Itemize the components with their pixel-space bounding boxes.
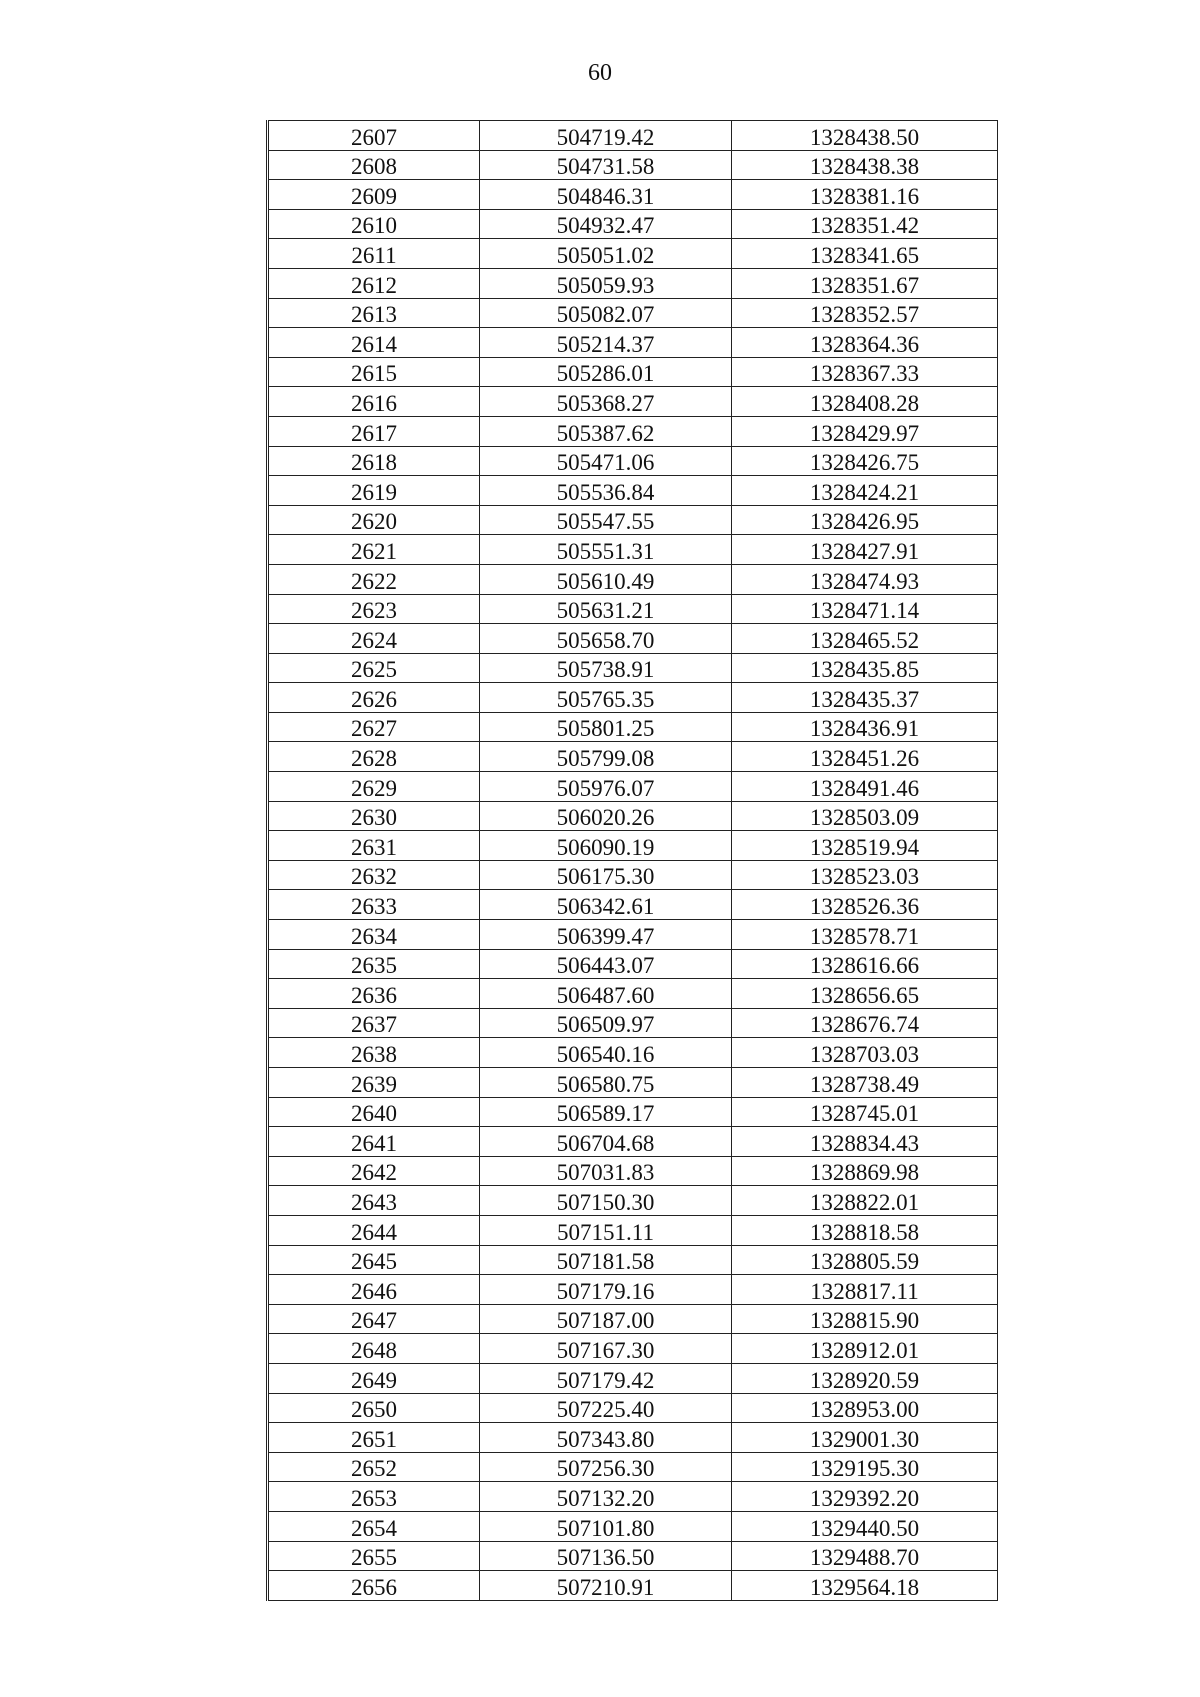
x-coordinate-cell: 507167.30 bbox=[480, 1334, 732, 1364]
y-coordinate-cell: 1328578.71 bbox=[732, 920, 998, 950]
table-row bbox=[268, 1097, 998, 1127]
x-coordinate-cell: 505551.31 bbox=[480, 535, 732, 565]
y-coordinate-cell: 1328471.14 bbox=[732, 594, 998, 624]
x-coordinate-cell: 505214.37 bbox=[480, 328, 732, 358]
y-coordinate-cell: 1328503.09 bbox=[732, 801, 998, 831]
point-number-cell: 2622 bbox=[268, 564, 480, 594]
table-row bbox=[268, 1215, 998, 1245]
point-number-cell: 2641 bbox=[268, 1127, 480, 1157]
table-row bbox=[268, 1393, 998, 1423]
y-coordinate-cell: 1328351.42 bbox=[732, 209, 998, 239]
point-number-cell: 2653 bbox=[268, 1482, 480, 1512]
x-coordinate-cell: 506589.17 bbox=[480, 1097, 732, 1127]
x-coordinate-cell: 505547.55 bbox=[480, 505, 732, 535]
y-coordinate-cell: 1328519.94 bbox=[732, 831, 998, 861]
x-coordinate-cell: 504932.47 bbox=[480, 209, 732, 239]
x-coordinate-cell: 505799.08 bbox=[480, 742, 732, 772]
table-row bbox=[268, 1363, 998, 1393]
x-coordinate-cell: 505765.35 bbox=[480, 683, 732, 713]
table-row bbox=[268, 949, 998, 979]
x-coordinate-cell: 506342.61 bbox=[480, 890, 732, 920]
y-coordinate-cell: 1328817.11 bbox=[732, 1275, 998, 1305]
point-number-cell: 2619 bbox=[268, 476, 480, 506]
table-row bbox=[268, 594, 998, 624]
point-number-cell: 2621 bbox=[268, 535, 480, 565]
y-coordinate-cell: 1328738.49 bbox=[732, 1068, 998, 1098]
x-coordinate-cell: 506487.60 bbox=[480, 979, 732, 1009]
y-coordinate-cell: 1328523.03 bbox=[732, 860, 998, 890]
coordinate-table bbox=[266, 120, 998, 1601]
table-row bbox=[268, 535, 998, 565]
table-row bbox=[268, 1482, 998, 1512]
point-number-cell: 2647 bbox=[268, 1304, 480, 1334]
x-coordinate-cell: 507181.58 bbox=[480, 1245, 732, 1275]
table-row bbox=[268, 1127, 998, 1157]
x-coordinate-cell: 507150.30 bbox=[480, 1186, 732, 1216]
y-coordinate-cell: 1328491.46 bbox=[732, 772, 998, 802]
table-row bbox=[268, 121, 998, 151]
table-row bbox=[268, 920, 998, 950]
y-coordinate-cell: 1328438.38 bbox=[732, 150, 998, 180]
x-coordinate-cell: 506090.19 bbox=[480, 831, 732, 861]
point-number-cell: 2609 bbox=[268, 180, 480, 210]
table-row bbox=[268, 1423, 998, 1453]
x-coordinate-cell: 507031.83 bbox=[480, 1156, 732, 1186]
table-row bbox=[268, 180, 998, 210]
x-coordinate-cell: 506020.26 bbox=[480, 801, 732, 831]
table-row bbox=[268, 1008, 998, 1038]
y-coordinate-cell: 1328616.66 bbox=[732, 949, 998, 979]
point-number-cell: 2613 bbox=[268, 298, 480, 328]
point-number-cell: 2642 bbox=[268, 1156, 480, 1186]
table-row bbox=[268, 890, 998, 920]
y-coordinate-cell: 1328451.26 bbox=[732, 742, 998, 772]
x-coordinate-cell: 505536.84 bbox=[480, 476, 732, 506]
table-row bbox=[268, 446, 998, 476]
point-number-cell: 2626 bbox=[268, 683, 480, 713]
table-row bbox=[268, 742, 998, 772]
point-number-cell: 2655 bbox=[268, 1541, 480, 1571]
y-coordinate-cell: 1328367.33 bbox=[732, 357, 998, 387]
point-number-cell: 2625 bbox=[268, 653, 480, 683]
x-coordinate-cell: 505051.02 bbox=[480, 239, 732, 269]
x-coordinate-cell: 505976.07 bbox=[480, 772, 732, 802]
coordinate-table-body bbox=[268, 121, 998, 1601]
x-coordinate-cell: 507179.16 bbox=[480, 1275, 732, 1305]
y-coordinate-cell: 1329001.30 bbox=[732, 1423, 998, 1453]
x-coordinate-cell: 505610.49 bbox=[480, 564, 732, 594]
point-number-cell: 2636 bbox=[268, 979, 480, 1009]
table-row bbox=[268, 1571, 998, 1601]
table-row bbox=[268, 1452, 998, 1482]
y-coordinate-cell: 1328676.74 bbox=[732, 1008, 998, 1038]
point-number-cell: 2637 bbox=[268, 1008, 480, 1038]
y-coordinate-cell: 1328465.52 bbox=[732, 624, 998, 654]
y-coordinate-cell: 1328426.95 bbox=[732, 505, 998, 535]
y-coordinate-cell: 1328912.01 bbox=[732, 1334, 998, 1364]
x-coordinate-cell: 505631.21 bbox=[480, 594, 732, 624]
page-number: 60 bbox=[588, 60, 612, 86]
x-coordinate-cell: 505368.27 bbox=[480, 387, 732, 417]
point-number-cell: 2631 bbox=[268, 831, 480, 861]
y-coordinate-cell: 1328436.91 bbox=[732, 712, 998, 742]
table-row bbox=[268, 772, 998, 802]
point-number-cell: 2651 bbox=[268, 1423, 480, 1453]
point-number-cell: 2640 bbox=[268, 1097, 480, 1127]
x-coordinate-cell: 507151.11 bbox=[480, 1215, 732, 1245]
point-number-cell: 2608 bbox=[268, 150, 480, 180]
y-coordinate-cell: 1328438.50 bbox=[732, 121, 998, 151]
point-number-cell: 2634 bbox=[268, 920, 480, 950]
table-row bbox=[268, 268, 998, 298]
table-row bbox=[268, 1511, 998, 1541]
table-row bbox=[268, 564, 998, 594]
point-number-cell: 2607 bbox=[268, 121, 480, 151]
point-number-cell: 2644 bbox=[268, 1215, 480, 1245]
point-number-cell: 2615 bbox=[268, 357, 480, 387]
x-coordinate-cell: 507132.20 bbox=[480, 1482, 732, 1512]
y-coordinate-cell: 1328869.98 bbox=[732, 1156, 998, 1186]
y-coordinate-cell: 1328818.58 bbox=[732, 1215, 998, 1245]
point-number-cell: 2633 bbox=[268, 890, 480, 920]
point-number-cell: 2652 bbox=[268, 1452, 480, 1482]
y-coordinate-cell: 1328408.28 bbox=[732, 387, 998, 417]
table-row bbox=[268, 1186, 998, 1216]
y-coordinate-cell: 1329392.20 bbox=[732, 1482, 998, 1512]
table-row bbox=[268, 416, 998, 446]
y-coordinate-cell: 1328526.36 bbox=[732, 890, 998, 920]
point-number-cell: 2648 bbox=[268, 1334, 480, 1364]
point-number-cell: 2650 bbox=[268, 1393, 480, 1423]
point-number-cell: 2612 bbox=[268, 268, 480, 298]
y-coordinate-cell: 1328474.93 bbox=[732, 564, 998, 594]
table-row bbox=[268, 328, 998, 358]
point-number-cell: 2624 bbox=[268, 624, 480, 654]
table-row bbox=[268, 1541, 998, 1571]
table-row bbox=[268, 712, 998, 742]
table-row bbox=[268, 1334, 998, 1364]
point-number-cell: 2645 bbox=[268, 1245, 480, 1275]
x-coordinate-cell: 505082.07 bbox=[480, 298, 732, 328]
point-number-cell: 2617 bbox=[268, 416, 480, 446]
y-coordinate-cell: 1328920.59 bbox=[732, 1363, 998, 1393]
point-number-cell: 2618 bbox=[268, 446, 480, 476]
y-coordinate-cell: 1328381.16 bbox=[732, 180, 998, 210]
table-row bbox=[268, 298, 998, 328]
x-coordinate-cell: 505801.25 bbox=[480, 712, 732, 742]
point-number-cell: 2630 bbox=[268, 801, 480, 831]
y-coordinate-cell: 1329488.70 bbox=[732, 1541, 998, 1571]
x-coordinate-cell: 507256.30 bbox=[480, 1452, 732, 1482]
y-coordinate-cell: 1329195.30 bbox=[732, 1452, 998, 1482]
point-number-cell: 2616 bbox=[268, 387, 480, 417]
x-coordinate-cell: 504719.42 bbox=[480, 121, 732, 151]
y-coordinate-cell: 1328822.01 bbox=[732, 1186, 998, 1216]
y-coordinate-cell: 1328426.75 bbox=[732, 446, 998, 476]
point-number-cell: 2639 bbox=[268, 1068, 480, 1098]
point-number-cell: 2646 bbox=[268, 1275, 480, 1305]
point-number-cell: 2620 bbox=[268, 505, 480, 535]
x-coordinate-cell: 506704.68 bbox=[480, 1127, 732, 1157]
table-row bbox=[268, 505, 998, 535]
table-row bbox=[268, 624, 998, 654]
y-coordinate-cell: 1328815.90 bbox=[732, 1304, 998, 1334]
x-coordinate-cell: 507225.40 bbox=[480, 1393, 732, 1423]
x-coordinate-cell: 507136.50 bbox=[480, 1541, 732, 1571]
x-coordinate-cell: 505286.01 bbox=[480, 357, 732, 387]
y-coordinate-cell: 1329564.18 bbox=[732, 1571, 998, 1601]
x-coordinate-cell: 505059.93 bbox=[480, 268, 732, 298]
point-number-cell: 2649 bbox=[268, 1363, 480, 1393]
point-number-cell: 2623 bbox=[268, 594, 480, 624]
x-coordinate-cell: 507187.00 bbox=[480, 1304, 732, 1334]
table-row bbox=[268, 653, 998, 683]
x-coordinate-cell: 505738.91 bbox=[480, 653, 732, 683]
point-number-cell: 2656 bbox=[268, 1571, 480, 1601]
x-coordinate-cell: 507343.80 bbox=[480, 1423, 732, 1453]
y-coordinate-cell: 1329440.50 bbox=[732, 1511, 998, 1541]
y-coordinate-cell: 1328352.57 bbox=[732, 298, 998, 328]
y-coordinate-cell: 1328834.43 bbox=[732, 1127, 998, 1157]
table-row bbox=[268, 683, 998, 713]
table-row bbox=[268, 801, 998, 831]
point-number-cell: 2610 bbox=[268, 209, 480, 239]
y-coordinate-cell: 1328341.65 bbox=[732, 239, 998, 269]
table-row bbox=[268, 239, 998, 269]
point-number-cell: 2628 bbox=[268, 742, 480, 772]
table-row bbox=[268, 1304, 998, 1334]
x-coordinate-cell: 506509.97 bbox=[480, 1008, 732, 1038]
x-coordinate-cell: 507179.42 bbox=[480, 1363, 732, 1393]
table-row bbox=[268, 1275, 998, 1305]
table-row bbox=[268, 1156, 998, 1186]
x-coordinate-cell: 506443.07 bbox=[480, 949, 732, 979]
y-coordinate-cell: 1328703.03 bbox=[732, 1038, 998, 1068]
y-coordinate-cell: 1328435.85 bbox=[732, 653, 998, 683]
table-row bbox=[268, 357, 998, 387]
y-coordinate-cell: 1328805.59 bbox=[732, 1245, 998, 1275]
x-coordinate-cell: 504731.58 bbox=[480, 150, 732, 180]
y-coordinate-cell: 1328427.91 bbox=[732, 535, 998, 565]
table-row bbox=[268, 1245, 998, 1275]
y-coordinate-cell: 1328435.37 bbox=[732, 683, 998, 713]
point-number-cell: 2627 bbox=[268, 712, 480, 742]
table-row bbox=[268, 387, 998, 417]
x-coordinate-cell: 506580.75 bbox=[480, 1068, 732, 1098]
y-coordinate-cell: 1328351.67 bbox=[732, 268, 998, 298]
table-row bbox=[268, 860, 998, 890]
y-coordinate-cell: 1328424.21 bbox=[732, 476, 998, 506]
y-coordinate-cell: 1328745.01 bbox=[732, 1097, 998, 1127]
x-coordinate-cell: 507101.80 bbox=[480, 1511, 732, 1541]
x-coordinate-cell: 505471.06 bbox=[480, 446, 732, 476]
point-number-cell: 2611 bbox=[268, 239, 480, 269]
point-number-cell: 2643 bbox=[268, 1186, 480, 1216]
table-row bbox=[268, 1038, 998, 1068]
table-row bbox=[268, 1068, 998, 1098]
point-number-cell: 2638 bbox=[268, 1038, 480, 1068]
point-number-cell: 2635 bbox=[268, 949, 480, 979]
y-coordinate-cell: 1328429.97 bbox=[732, 416, 998, 446]
x-coordinate-cell: 504846.31 bbox=[480, 180, 732, 210]
point-number-cell: 2614 bbox=[268, 328, 480, 358]
table-row bbox=[268, 150, 998, 180]
point-number-cell: 2632 bbox=[268, 860, 480, 890]
y-coordinate-cell: 1328656.65 bbox=[732, 979, 998, 1009]
table-row bbox=[268, 979, 998, 1009]
point-number-cell: 2629 bbox=[268, 772, 480, 802]
x-coordinate-cell: 506399.47 bbox=[480, 920, 732, 950]
y-coordinate-cell: 1328364.36 bbox=[732, 328, 998, 358]
table-row bbox=[268, 831, 998, 861]
x-coordinate-cell: 506540.16 bbox=[480, 1038, 732, 1068]
x-coordinate-cell: 505658.70 bbox=[480, 624, 732, 654]
y-coordinate-cell: 1328953.00 bbox=[732, 1393, 998, 1423]
table-row bbox=[268, 209, 998, 239]
x-coordinate-cell: 506175.30 bbox=[480, 860, 732, 890]
x-coordinate-cell: 505387.62 bbox=[480, 416, 732, 446]
point-number-cell: 2654 bbox=[268, 1511, 480, 1541]
table-row bbox=[268, 476, 998, 506]
x-coordinate-cell: 507210.91 bbox=[480, 1571, 732, 1601]
